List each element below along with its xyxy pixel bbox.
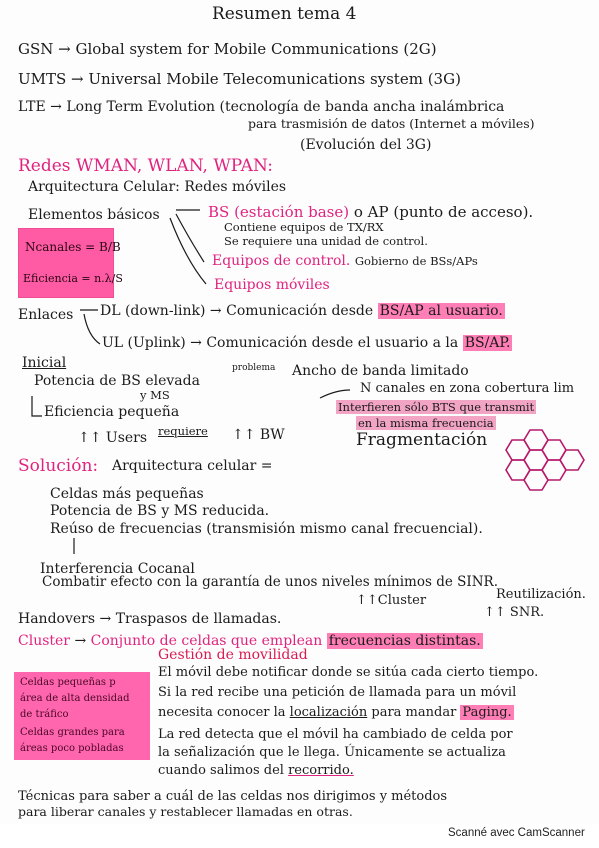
arrow-ncanales	[320, 390, 350, 398]
solucion-fragmentacion: Fragmentación	[356, 430, 488, 450]
sticky-line-5: áreas poco pobladas	[20, 743, 124, 754]
arquitectura-line: Arquitectura Celular: Redes móviles	[28, 179, 287, 195]
sticky-line-4: Celdas grandes para	[20, 727, 125, 738]
interferencia-desc: Combatir efecto con la garantía de unos niveles mínimos de SINR.	[42, 574, 498, 590]
inicial-ms: y MS	[140, 388, 170, 402]
cluster-line: Cluster → Conjunto de celdas que emplean frecuencias distintas.	[18, 633, 481, 649]
page-title: Resumen tema 4	[212, 4, 357, 24]
sticky-line-1: Celdas pequeñas p	[20, 677, 116, 688]
enlaces-ul: UL (Uplink) → Comunicación desde el usuario a la BS/AP.	[102, 335, 511, 351]
arrow-eficiencia	[32, 396, 42, 416]
inicial-problema: problema	[232, 363, 276, 373]
inicial-users: ↑↑ Users	[78, 430, 148, 446]
solucion-label: Solución:	[18, 456, 99, 476]
elementos-control: Equipos de control. Gobierno de BSs/APs	[212, 253, 478, 269]
solucion-arquitectura: Arquitectura celular =	[112, 458, 273, 474]
formula-ncanales: Ncanales = B/B	[25, 240, 121, 254]
inicial-interfieren-1: Interfieren sólo BTS que transmit	[338, 400, 535, 414]
sticky-line-2: área de alta densidad	[20, 693, 130, 704]
arrow-to-control	[176, 214, 204, 262]
inicial-ancho: Ancho de banda limitado	[292, 363, 469, 379]
movilidad-line-5: la señalización que le llega. Únicamente se actualiza	[158, 745, 506, 760]
scanner-watermark: Scanné avec CamScanner	[448, 827, 585, 839]
solucion-item-3: Reúso de frecuencias (transmisión mismo canal frecuencial).	[50, 521, 483, 537]
formula-eficiencia: Eficiencia = n.λ/S	[23, 272, 123, 285]
inicial-ncanales: N canales en zona cobertura lim	[360, 381, 575, 396]
movilidad-line-3: necesita conocer la localización para mandar Paging.	[158, 705, 512, 720]
handovers-line: Handovers → Traspasos de llamadas.	[18, 611, 282, 627]
solucion-item-2: Potencia de BS y MS reducida.	[50, 503, 270, 519]
interferencia-cluster: ↑↑Cluster	[356, 593, 427, 608]
bs-note-1: Contiene equipos de TX/RX	[224, 220, 384, 234]
arrow-to-ul	[84, 314, 100, 344]
acronym-gsn: GSN → Global system for Mobile Communications (2G)	[18, 40, 437, 58]
inicial-interfieren-2: en la misma frecuencia	[358, 416, 494, 430]
inicial-bw: ↑↑ BW	[232, 427, 285, 443]
elementos-moviles: Equipos móviles	[214, 277, 330, 293]
tecnicas-line-2: para liberar canales y restablecer llamadas en otras.	[18, 804, 353, 819]
scanner-footer	[0, 824, 599, 848]
movilidad-line-4: La red detecta que el móvil ha cambiado de celda por	[158, 727, 513, 742]
interferencia-reutilizacion: Reutilización.	[496, 587, 586, 602]
bs-note-2: Se requiere una unidad de control.	[224, 234, 428, 248]
tecnicas-line-1: Técnicas para saber a cuál de las celdas nos dirigimos y métodos	[18, 789, 448, 804]
acronym-umts: UMTS → Universal Mobile Telecomunications system (3G)	[18, 70, 461, 88]
acronym-lte-line3: (Evolución del 3G)	[300, 137, 432, 153]
elementos-label: Elementos básicos	[28, 207, 160, 223]
movilidad-heading: Gestión de movilidad	[158, 647, 308, 663]
interferencia-label: Interferencia Cocanal	[40, 561, 195, 577]
movilidad-line-6: cuando salimos del recorrido.	[158, 763, 354, 778]
inicial-eficiencia: Eficiencia pequeña	[44, 404, 180, 420]
section-heading-redes: Redes WMAN, WLAN, WPAN:	[18, 156, 273, 176]
solucion-item-1: Celdas más pequeñas	[50, 486, 204, 502]
enlaces-label: Enlaces	[18, 307, 74, 323]
enlaces-dl: DL (down-link) → Comunicación desde BS/AP al usuario.	[100, 303, 503, 319]
interferencia-snr: ↑↑ SNR.	[484, 605, 545, 620]
inicial-label: Inicial	[22, 355, 67, 371]
inicial-requiere: requiere	[158, 424, 208, 438]
inicial-potencia: Potencia de BS elevada	[34, 373, 200, 389]
sticky-line-3: de tráfico	[20, 709, 69, 720]
acronym-lte: LTE → Long Term Evolution (tecnología de banda ancha inalámbrica	[18, 99, 505, 115]
arrow-to-moviles	[170, 218, 206, 284]
elementos-bs: BS (estación base) o AP (punto de acceso).	[208, 203, 534, 221]
movilidad-line-1: El móvil debe notificar donde se sitúa cada cierto tiempo.	[158, 665, 539, 680]
acronym-lte-line2: para trasmisión de datos (Internet a móviles)	[248, 116, 535, 131]
movilidad-line-2: Si la red recibe una petición de llamada para un móvil	[158, 685, 517, 700]
